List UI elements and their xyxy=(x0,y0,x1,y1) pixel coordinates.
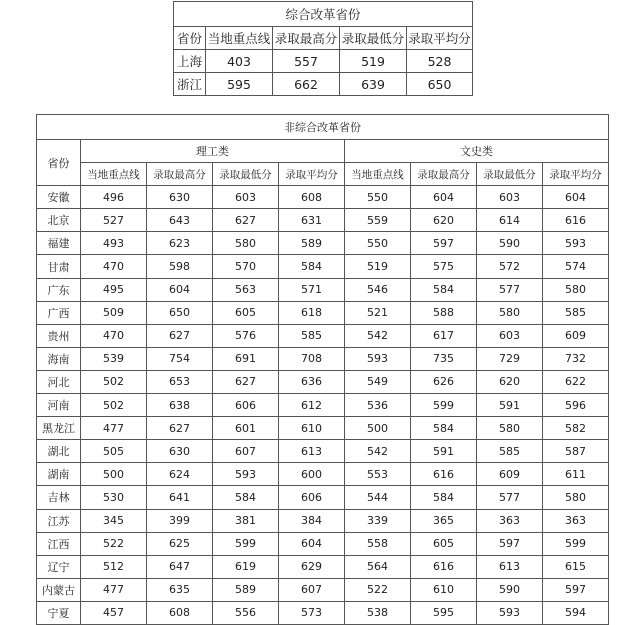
score-cell: 591 xyxy=(411,440,477,463)
province-cell: 河南 xyxy=(37,394,81,417)
score-cell: 505 xyxy=(81,440,147,463)
score-cell: 593 xyxy=(543,232,609,255)
score-cell: 512 xyxy=(81,555,147,578)
table-row xyxy=(37,440,609,463)
score-cell: 635 xyxy=(147,578,213,601)
score-cell: 604 xyxy=(147,278,213,301)
score-cell: 527 xyxy=(81,209,147,232)
score-cell: 577 xyxy=(477,278,543,301)
score-cell: 580 xyxy=(213,232,279,255)
score-cell: 630 xyxy=(147,186,213,209)
score-cell: 597 xyxy=(411,232,477,255)
score-cell: 593 xyxy=(477,601,543,624)
score-cell: 553 xyxy=(345,463,411,486)
reform-header-local-line: 当地重点线 xyxy=(206,27,273,50)
score-cell: 653 xyxy=(147,370,213,393)
score-cell: 596 xyxy=(543,394,609,417)
score-cell: 608 xyxy=(147,601,213,624)
score-cell: 630 xyxy=(147,440,213,463)
score-cell: 590 xyxy=(477,232,543,255)
province-cell: 广东 xyxy=(37,278,81,301)
group-header-arts: 文史类 xyxy=(345,140,609,163)
table-row xyxy=(37,232,609,255)
score-cell: 509 xyxy=(81,301,147,324)
reform-province-table xyxy=(173,1,473,96)
score-cell: 573 xyxy=(279,601,345,624)
score-cell: 729 xyxy=(477,347,543,370)
table-row xyxy=(37,301,609,324)
province-cell: 海南 xyxy=(37,347,81,370)
score-cell: 613 xyxy=(279,440,345,463)
score-cell: 363 xyxy=(543,509,609,532)
score-cell: 754 xyxy=(147,347,213,370)
score-cell: 735 xyxy=(411,347,477,370)
score-cell: 572 xyxy=(477,255,543,278)
reform-header-province: 省份 xyxy=(174,27,206,50)
province-cell: 黑龙江 xyxy=(37,417,81,440)
score-cell: 470 xyxy=(81,324,147,347)
score-cell: 595 xyxy=(206,73,273,96)
score-cell: 530 xyxy=(81,486,147,509)
score-cell: 558 xyxy=(345,532,411,555)
score-cell: 604 xyxy=(543,186,609,209)
score-cell: 606 xyxy=(213,394,279,417)
score-cell: 542 xyxy=(345,440,411,463)
province-cell: 吉林 xyxy=(37,486,81,509)
score-cell: 607 xyxy=(279,578,345,601)
score-cell: 550 xyxy=(345,232,411,255)
score-cell: 603 xyxy=(477,324,543,347)
score-cell: 613 xyxy=(477,555,543,578)
column-header: 当地重点线 xyxy=(81,163,147,186)
score-cell: 603 xyxy=(213,186,279,209)
score-cell: 563 xyxy=(213,278,279,301)
score-cell: 384 xyxy=(279,509,345,532)
table-row xyxy=(174,73,473,96)
score-cell: 539 xyxy=(81,347,147,370)
score-cell: 639 xyxy=(340,73,407,96)
reform-table-body xyxy=(174,50,473,96)
score-cell: 616 xyxy=(543,209,609,232)
nonreform-header-province: 省份 xyxy=(37,140,81,186)
table-row xyxy=(37,463,609,486)
score-cell: 691 xyxy=(213,347,279,370)
score-cell: 403 xyxy=(206,50,273,73)
score-cell: 557 xyxy=(273,50,340,73)
column-header: 录取平均分 xyxy=(543,163,609,186)
province-cell: 北京 xyxy=(37,209,81,232)
score-cell: 627 xyxy=(213,209,279,232)
score-cell: 618 xyxy=(279,301,345,324)
province-cell: 安徽 xyxy=(37,186,81,209)
score-cell: 381 xyxy=(213,509,279,532)
score-cell: 502 xyxy=(81,394,147,417)
nonreform-province-table xyxy=(36,114,609,625)
score-cell: 617 xyxy=(411,324,477,347)
score-cell: 588 xyxy=(411,301,477,324)
reform-table-head xyxy=(174,2,473,50)
score-cell: 542 xyxy=(345,324,411,347)
score-cell: 570 xyxy=(213,255,279,278)
score-cell: 608 xyxy=(279,186,345,209)
score-cell: 620 xyxy=(477,370,543,393)
score-cell: 584 xyxy=(411,417,477,440)
table-row xyxy=(37,509,609,532)
column-header: 录取最高分 xyxy=(411,163,477,186)
table-row xyxy=(37,278,609,301)
province-cell: 辽宁 xyxy=(37,555,81,578)
column-header: 当地重点线 xyxy=(345,163,411,186)
score-cell: 604 xyxy=(411,186,477,209)
score-cell: 546 xyxy=(345,278,411,301)
province-cell: 上海 xyxy=(174,50,206,73)
score-cell: 624 xyxy=(147,463,213,486)
score-cell: 470 xyxy=(81,255,147,278)
score-cell: 585 xyxy=(543,301,609,324)
score-cell: 708 xyxy=(279,347,345,370)
score-cell: 620 xyxy=(411,209,477,232)
nonreform-table-caption: 非综合改革省份 xyxy=(37,115,609,140)
score-cell: 559 xyxy=(345,209,411,232)
table-row xyxy=(37,347,609,370)
score-cell: 599 xyxy=(213,532,279,555)
score-cell: 614 xyxy=(477,209,543,232)
score-cell: 610 xyxy=(279,417,345,440)
score-cell: 528 xyxy=(407,50,473,73)
score-cell: 627 xyxy=(147,324,213,347)
score-cell: 522 xyxy=(345,578,411,601)
nonreform-table-body xyxy=(37,186,609,625)
score-cell: 647 xyxy=(147,555,213,578)
score-cell: 611 xyxy=(543,463,609,486)
column-header: 录取最低分 xyxy=(477,163,543,186)
province-cell: 江西 xyxy=(37,532,81,555)
table-row xyxy=(37,601,609,624)
nonreform-table-head xyxy=(37,115,609,186)
score-cell: 584 xyxy=(279,255,345,278)
table-row xyxy=(37,394,609,417)
column-header: 录取最低分 xyxy=(213,163,279,186)
score-cell: 643 xyxy=(147,209,213,232)
score-cell: 625 xyxy=(147,532,213,555)
score-cell: 600 xyxy=(279,463,345,486)
score-cell: 627 xyxy=(147,417,213,440)
score-cell: 493 xyxy=(81,232,147,255)
score-cell: 564 xyxy=(345,555,411,578)
score-cell: 604 xyxy=(279,532,345,555)
score-cell: 622 xyxy=(543,370,609,393)
score-cell: 607 xyxy=(213,440,279,463)
nonreform-column-headers xyxy=(37,163,609,186)
table-row xyxy=(37,370,609,393)
score-cell: 609 xyxy=(543,324,609,347)
score-cell: 650 xyxy=(147,301,213,324)
score-cell: 601 xyxy=(213,417,279,440)
score-cell: 606 xyxy=(279,486,345,509)
score-cell: 399 xyxy=(147,509,213,532)
province-cell: 宁夏 xyxy=(37,601,81,624)
province-cell: 广西 xyxy=(37,301,81,324)
score-cell: 556 xyxy=(213,601,279,624)
score-cell: 599 xyxy=(411,394,477,417)
score-cell: 457 xyxy=(81,601,147,624)
table-row xyxy=(174,50,473,73)
score-cell: 585 xyxy=(477,440,543,463)
score-cell: 521 xyxy=(345,301,411,324)
score-cell: 636 xyxy=(279,370,345,393)
score-cell: 549 xyxy=(345,370,411,393)
score-cell: 575 xyxy=(411,255,477,278)
province-cell: 内蒙古 xyxy=(37,578,81,601)
score-cell: 641 xyxy=(147,486,213,509)
score-cell: 365 xyxy=(411,509,477,532)
score-cell: 594 xyxy=(543,601,609,624)
table-row xyxy=(37,417,609,440)
score-cell: 580 xyxy=(477,301,543,324)
score-cell: 584 xyxy=(213,486,279,509)
score-cell: 626 xyxy=(411,370,477,393)
province-cell: 湖南 xyxy=(37,463,81,486)
province-cell: 贵州 xyxy=(37,324,81,347)
score-cell: 629 xyxy=(279,555,345,578)
score-cell: 650 xyxy=(407,73,473,96)
score-cell: 610 xyxy=(411,578,477,601)
score-cell: 603 xyxy=(477,186,543,209)
score-cell: 585 xyxy=(279,324,345,347)
score-cell: 595 xyxy=(411,601,477,624)
score-cell: 597 xyxy=(477,532,543,555)
score-cell: 519 xyxy=(340,50,407,73)
score-cell: 536 xyxy=(345,394,411,417)
score-cell: 616 xyxy=(411,555,477,578)
column-header: 录取平均分 xyxy=(279,163,345,186)
score-cell: 591 xyxy=(477,394,543,417)
score-cell: 500 xyxy=(81,463,147,486)
score-cell: 576 xyxy=(213,324,279,347)
province-cell: 福建 xyxy=(37,232,81,255)
score-cell: 582 xyxy=(543,417,609,440)
score-cell: 584 xyxy=(411,486,477,509)
score-cell: 616 xyxy=(411,463,477,486)
score-cell: 496 xyxy=(81,186,147,209)
score-cell: 619 xyxy=(213,555,279,578)
score-cell: 574 xyxy=(543,255,609,278)
score-cell: 598 xyxy=(147,255,213,278)
table-row xyxy=(37,186,609,209)
score-cell: 500 xyxy=(345,417,411,440)
score-cell: 638 xyxy=(147,394,213,417)
reform-header-min: 录取最低分 xyxy=(340,27,407,50)
reform-header-avg: 录取平均分 xyxy=(407,27,473,50)
score-cell: 587 xyxy=(543,440,609,463)
group-header-science: 理工类 xyxy=(81,140,345,163)
score-cell: 589 xyxy=(213,578,279,601)
score-cell: 571 xyxy=(279,278,345,301)
table-row xyxy=(37,555,609,578)
score-cell: 631 xyxy=(279,209,345,232)
score-cell: 623 xyxy=(147,232,213,255)
reform-header-max: 录取最高分 xyxy=(273,27,340,50)
score-cell: 502 xyxy=(81,370,147,393)
score-cell: 627 xyxy=(213,370,279,393)
table-row xyxy=(37,532,609,555)
score-cell: 538 xyxy=(345,601,411,624)
score-cell: 593 xyxy=(345,347,411,370)
score-cell: 580 xyxy=(543,486,609,509)
column-header: 录取最高分 xyxy=(147,163,213,186)
score-cell: 615 xyxy=(543,555,609,578)
score-cell: 732 xyxy=(543,347,609,370)
table-row xyxy=(37,255,609,278)
table-row xyxy=(37,486,609,509)
province-cell: 河北 xyxy=(37,370,81,393)
score-cell: 590 xyxy=(477,578,543,601)
table-row xyxy=(37,209,609,232)
score-cell: 597 xyxy=(543,578,609,601)
province-cell: 江苏 xyxy=(37,509,81,532)
score-cell: 339 xyxy=(345,509,411,532)
score-cell: 519 xyxy=(345,255,411,278)
score-cell: 495 xyxy=(81,278,147,301)
table-row xyxy=(37,324,609,347)
province-cell: 甘肃 xyxy=(37,255,81,278)
score-cell: 477 xyxy=(81,578,147,601)
score-cell: 593 xyxy=(213,463,279,486)
reform-table-caption: 综合改革省份 xyxy=(174,2,473,27)
score-cell: 609 xyxy=(477,463,543,486)
score-cell: 544 xyxy=(345,486,411,509)
score-cell: 589 xyxy=(279,232,345,255)
score-cell: 363 xyxy=(477,509,543,532)
score-cell: 550 xyxy=(345,186,411,209)
score-cell: 580 xyxy=(543,278,609,301)
table-row xyxy=(37,578,609,601)
score-cell: 599 xyxy=(543,532,609,555)
score-cell: 477 xyxy=(81,417,147,440)
score-cell: 612 xyxy=(279,394,345,417)
score-cell: 580 xyxy=(477,417,543,440)
score-cell: 584 xyxy=(411,278,477,301)
score-cell: 345 xyxy=(81,509,147,532)
score-cell: 662 xyxy=(273,73,340,96)
score-cell: 605 xyxy=(213,301,279,324)
province-cell: 浙江 xyxy=(174,73,206,96)
score-cell: 577 xyxy=(477,486,543,509)
score-cell: 522 xyxy=(81,532,147,555)
province-cell: 湖北 xyxy=(37,440,81,463)
score-cell: 605 xyxy=(411,532,477,555)
